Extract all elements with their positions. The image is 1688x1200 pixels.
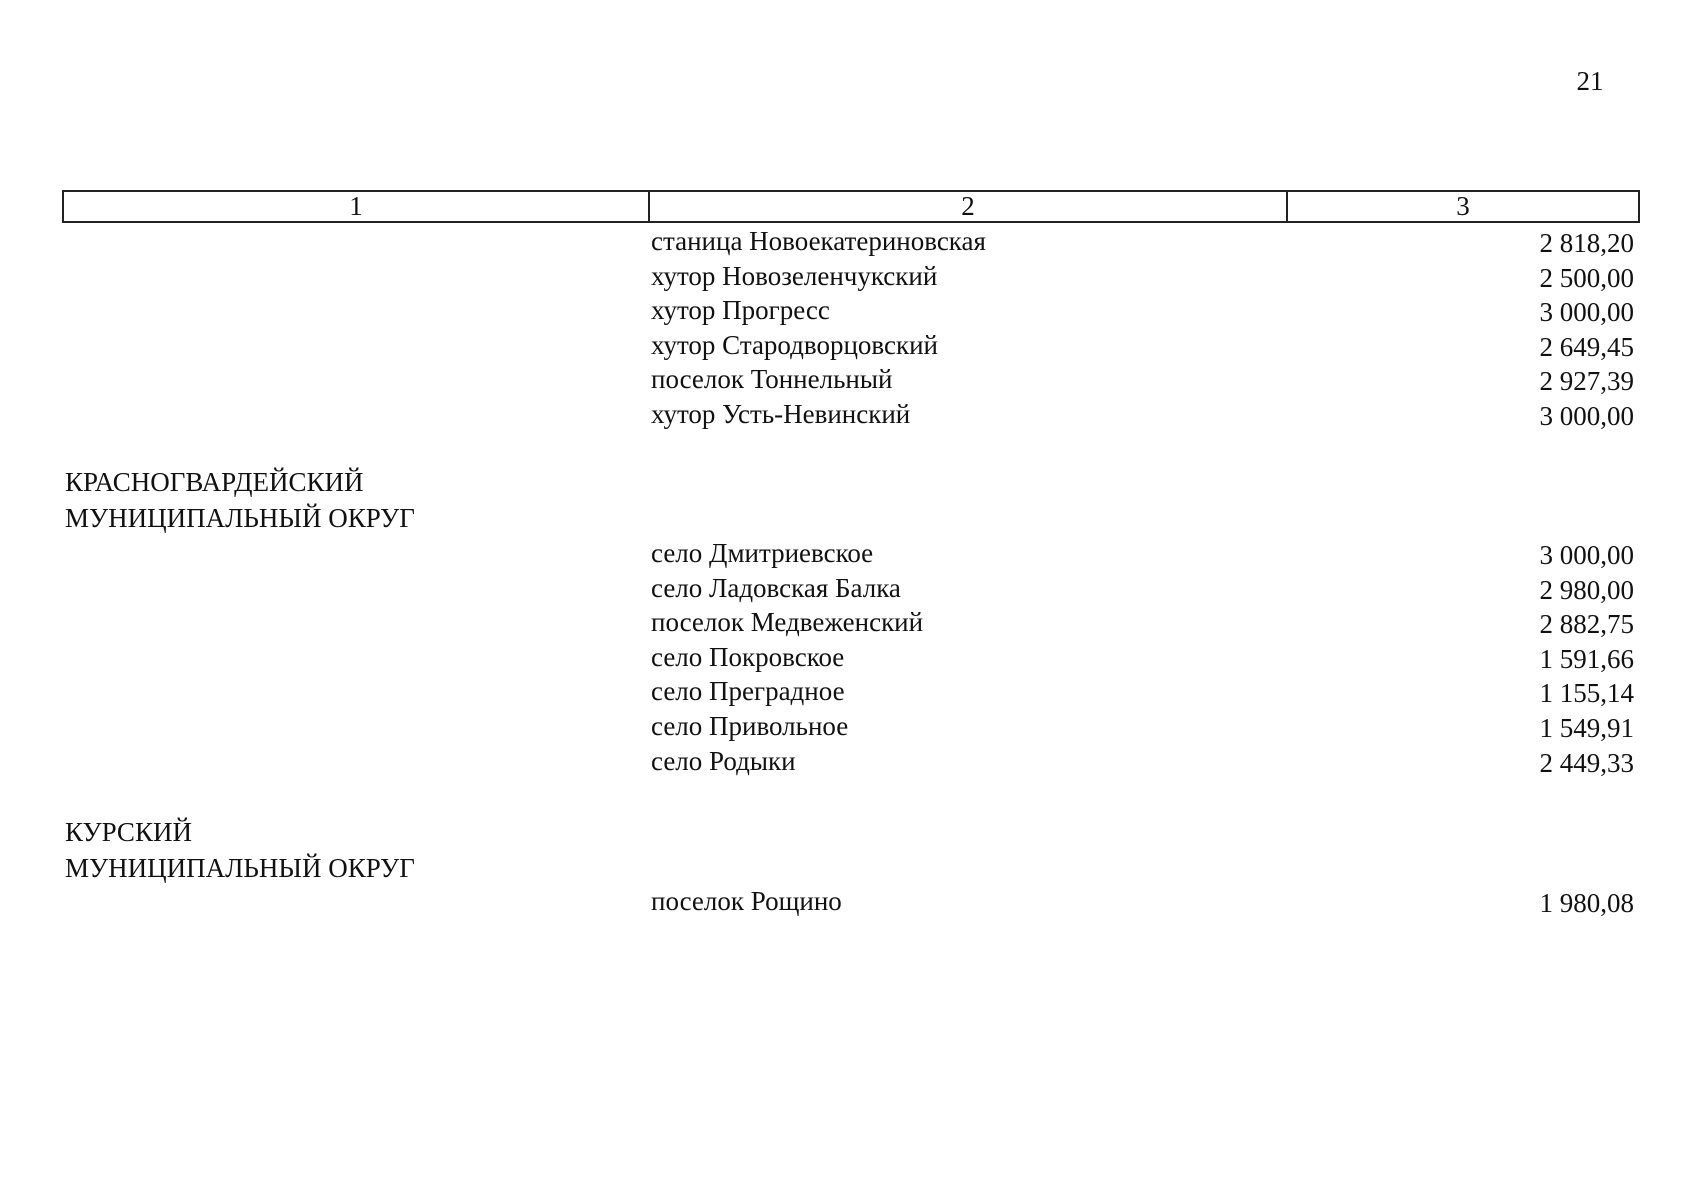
settlement-name: село Покровское bbox=[651, 641, 845, 672]
settlement-value: 2 980,00 bbox=[1539, 574, 1634, 605]
table-row bbox=[0, 744, 1688, 779]
settlement-value: 1 549,91 bbox=[1539, 712, 1634, 743]
settlement-name: село Ладовская Балка bbox=[651, 572, 901, 603]
settlement-name: станица Новоекатериновская bbox=[651, 226, 986, 256]
settlement-value: 2 882,75 bbox=[1539, 609, 1634, 640]
settlement-value: 1 980,08 bbox=[1539, 888, 1634, 918]
column-header-2: 2 bbox=[648, 192, 1286, 221]
district-title-line2: МУНИЦИПАЛЬНЫЙ ОКРУГ bbox=[65, 853, 415, 883]
table-row bbox=[0, 224, 1688, 259]
settlement-name: поселок Тоннельный bbox=[651, 364, 893, 395]
table-row bbox=[0, 640, 1688, 675]
settlement-value: 3 000,00 bbox=[1539, 400, 1634, 431]
table-row bbox=[0, 605, 1688, 640]
settlement-name: хутор Усть-Невинский bbox=[651, 398, 911, 429]
settlement-value: 3 000,00 bbox=[1539, 297, 1634, 328]
settlement-name: поселок Рощино bbox=[651, 886, 842, 916]
settlement-value: 3 000,00 bbox=[1539, 540, 1634, 570]
district-title bbox=[65, 464, 415, 536]
table-row bbox=[0, 259, 1688, 294]
settlement-name: хутор Новозеленчукский bbox=[651, 260, 938, 291]
table-row bbox=[0, 709, 1688, 744]
settlement-name: село Дмитриевское bbox=[651, 538, 874, 568]
table-header bbox=[62, 190, 1640, 223]
table-row bbox=[0, 362, 1688, 397]
table-row bbox=[0, 674, 1688, 709]
settlement-name: село Привольное bbox=[651, 710, 849, 741]
column-header-1: 1 bbox=[349, 191, 363, 221]
settlement-value: 1 591,66 bbox=[1539, 643, 1634, 674]
district-title-line1: КУРСКИЙ bbox=[65, 817, 192, 847]
district-title-line2: МУНИЦИПАЛЬНЫЙ ОКРУГ bbox=[65, 503, 415, 533]
settlement-name: хутор Прогресс bbox=[651, 295, 830, 326]
settlement-value: 2 927,39 bbox=[1539, 366, 1634, 397]
district-title bbox=[65, 814, 415, 886]
continued-group bbox=[0, 224, 1688, 432]
page-number: 21 bbox=[1576, 66, 1604, 96]
table-row bbox=[0, 328, 1688, 363]
settlement-value: 2 500,00 bbox=[1539, 262, 1634, 293]
table-row bbox=[0, 293, 1688, 328]
table-row bbox=[0, 571, 1688, 606]
settlement-name: хутор Стародворцовский bbox=[651, 329, 938, 360]
settlement-value: 2 449,33 bbox=[1539, 747, 1634, 778]
settlement-value: 2 649,45 bbox=[1539, 331, 1634, 362]
district-title-line1: КРАСНОГВАРДЕЙСКИЙ bbox=[65, 467, 364, 497]
settlement-value: 1 155,14 bbox=[1539, 678, 1634, 709]
settlement-name: село Преградное bbox=[651, 676, 845, 707]
table-row bbox=[0, 884, 1688, 919]
district-rows bbox=[0, 536, 1688, 778]
settlement-name: поселок Медвеженский bbox=[651, 607, 924, 638]
column-header-3: 3 bbox=[1286, 192, 1638, 221]
settlement-value: 2 818,20 bbox=[1539, 228, 1634, 258]
district-rows bbox=[0, 884, 1688, 919]
settlement-name: село Родыки bbox=[651, 745, 796, 776]
table-row bbox=[0, 397, 1688, 432]
table-row bbox=[0, 536, 1688, 571]
